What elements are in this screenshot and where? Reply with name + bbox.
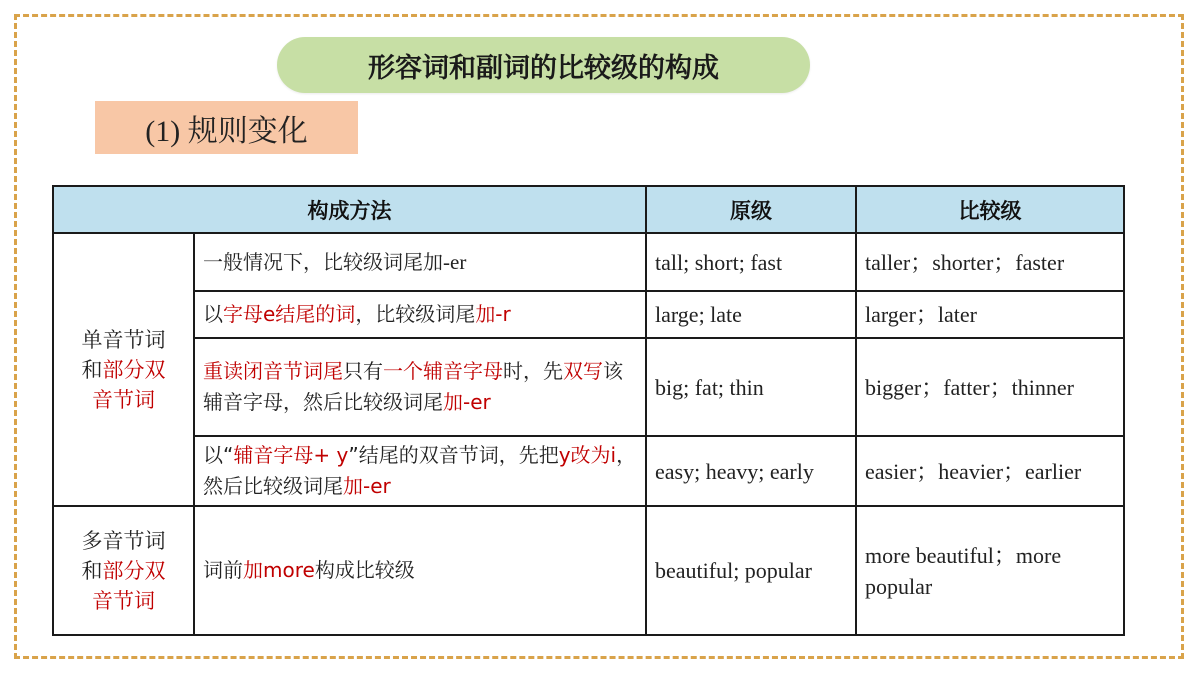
category-highlight: 音节词 xyxy=(92,588,155,613)
rule-cell xyxy=(194,338,646,436)
category-line: 和 xyxy=(81,558,103,583)
rule-text: 构成比较级 xyxy=(314,558,415,582)
base-form-cell: large; late xyxy=(646,291,856,338)
rule-text: -er xyxy=(443,249,467,274)
rule-cell xyxy=(194,291,646,338)
rule-highlight: 重读闭音节词尾 xyxy=(203,359,343,383)
base-form-cell: big; fat; thin xyxy=(646,338,856,436)
header-base-form: 原级 xyxy=(646,186,856,233)
rule-text: 以“ xyxy=(203,443,234,467)
section-subtitle-text: (1) 规则变化 xyxy=(145,114,308,148)
rule-text: 一般情况下，比较级词尾加 xyxy=(203,249,443,274)
comparative-form-cell: larger；later xyxy=(856,291,1124,338)
comparative-form-cell: easier；heavier；earlier xyxy=(856,436,1124,506)
table-row xyxy=(53,291,1124,338)
rule-highlight: 一个辅音字母 xyxy=(383,359,503,383)
rule-text: ，然后比较级词尾 xyxy=(203,443,637,498)
header-comparative-form: 比较级 xyxy=(856,186,1124,233)
base-form-cell: easy; heavy; early xyxy=(646,436,856,506)
rule-cell xyxy=(194,506,646,635)
comparative-form-cell: more beautiful；more popular xyxy=(856,506,1124,635)
category-monosyllabic xyxy=(53,233,194,506)
category-line: 多音节词 xyxy=(81,528,166,553)
page-title xyxy=(277,37,810,93)
rule-highlight: 加-r xyxy=(475,302,511,326)
rule-highlight: 加-er xyxy=(443,390,491,414)
rule-highlight: 辅音字母+ y xyxy=(233,443,349,467)
table-row xyxy=(53,338,1124,436)
rule-highlight: 字母e结尾的词 xyxy=(223,302,356,326)
category-highlight: 音节词 xyxy=(92,387,155,412)
table-row xyxy=(53,436,1124,506)
rule-highlight: 加-er xyxy=(343,474,391,498)
rule-text: 词前 xyxy=(203,558,243,582)
header-method: 构成方法 xyxy=(53,186,646,233)
page-title-text: 形容词和副词的比较级的构成 xyxy=(368,52,719,84)
rule-text: 以 xyxy=(203,302,223,326)
rule-cell xyxy=(194,233,646,291)
comparative-form-cell: taller；shorter；faster xyxy=(856,233,1124,291)
category-highlight: 部分双 xyxy=(102,558,166,583)
table-header-row xyxy=(53,186,1124,233)
category-polysyllabic xyxy=(53,506,194,635)
rule-text: ，比较级词尾 xyxy=(355,302,476,326)
rule-cell xyxy=(194,436,646,506)
comparative-form-cell: bigger；fatter；thinner xyxy=(856,338,1124,436)
base-form-cell: beautiful; popular xyxy=(646,506,856,635)
category-line: 单音节词 xyxy=(81,327,166,352)
rule-text: ”结尾的双音节词，先把 xyxy=(348,443,559,467)
category-highlight: 部分双 xyxy=(102,357,166,382)
rule-highlight: y改为i xyxy=(558,443,617,467)
category-line: 和 xyxy=(81,357,103,382)
section-subtitle xyxy=(95,101,358,154)
rule-highlight: 双写 xyxy=(563,359,603,383)
base-form-cell: tall; short; fast xyxy=(646,233,856,291)
rule-text: 时，先 xyxy=(503,359,563,383)
rule-text: 该辅音字母，然后比较级词尾 xyxy=(203,359,623,414)
rule-highlight: 加more xyxy=(243,558,315,582)
table-row xyxy=(53,233,1124,291)
table-row xyxy=(53,506,1124,635)
comparative-rules-table xyxy=(52,185,1125,636)
rule-text: 只有 xyxy=(343,359,383,383)
